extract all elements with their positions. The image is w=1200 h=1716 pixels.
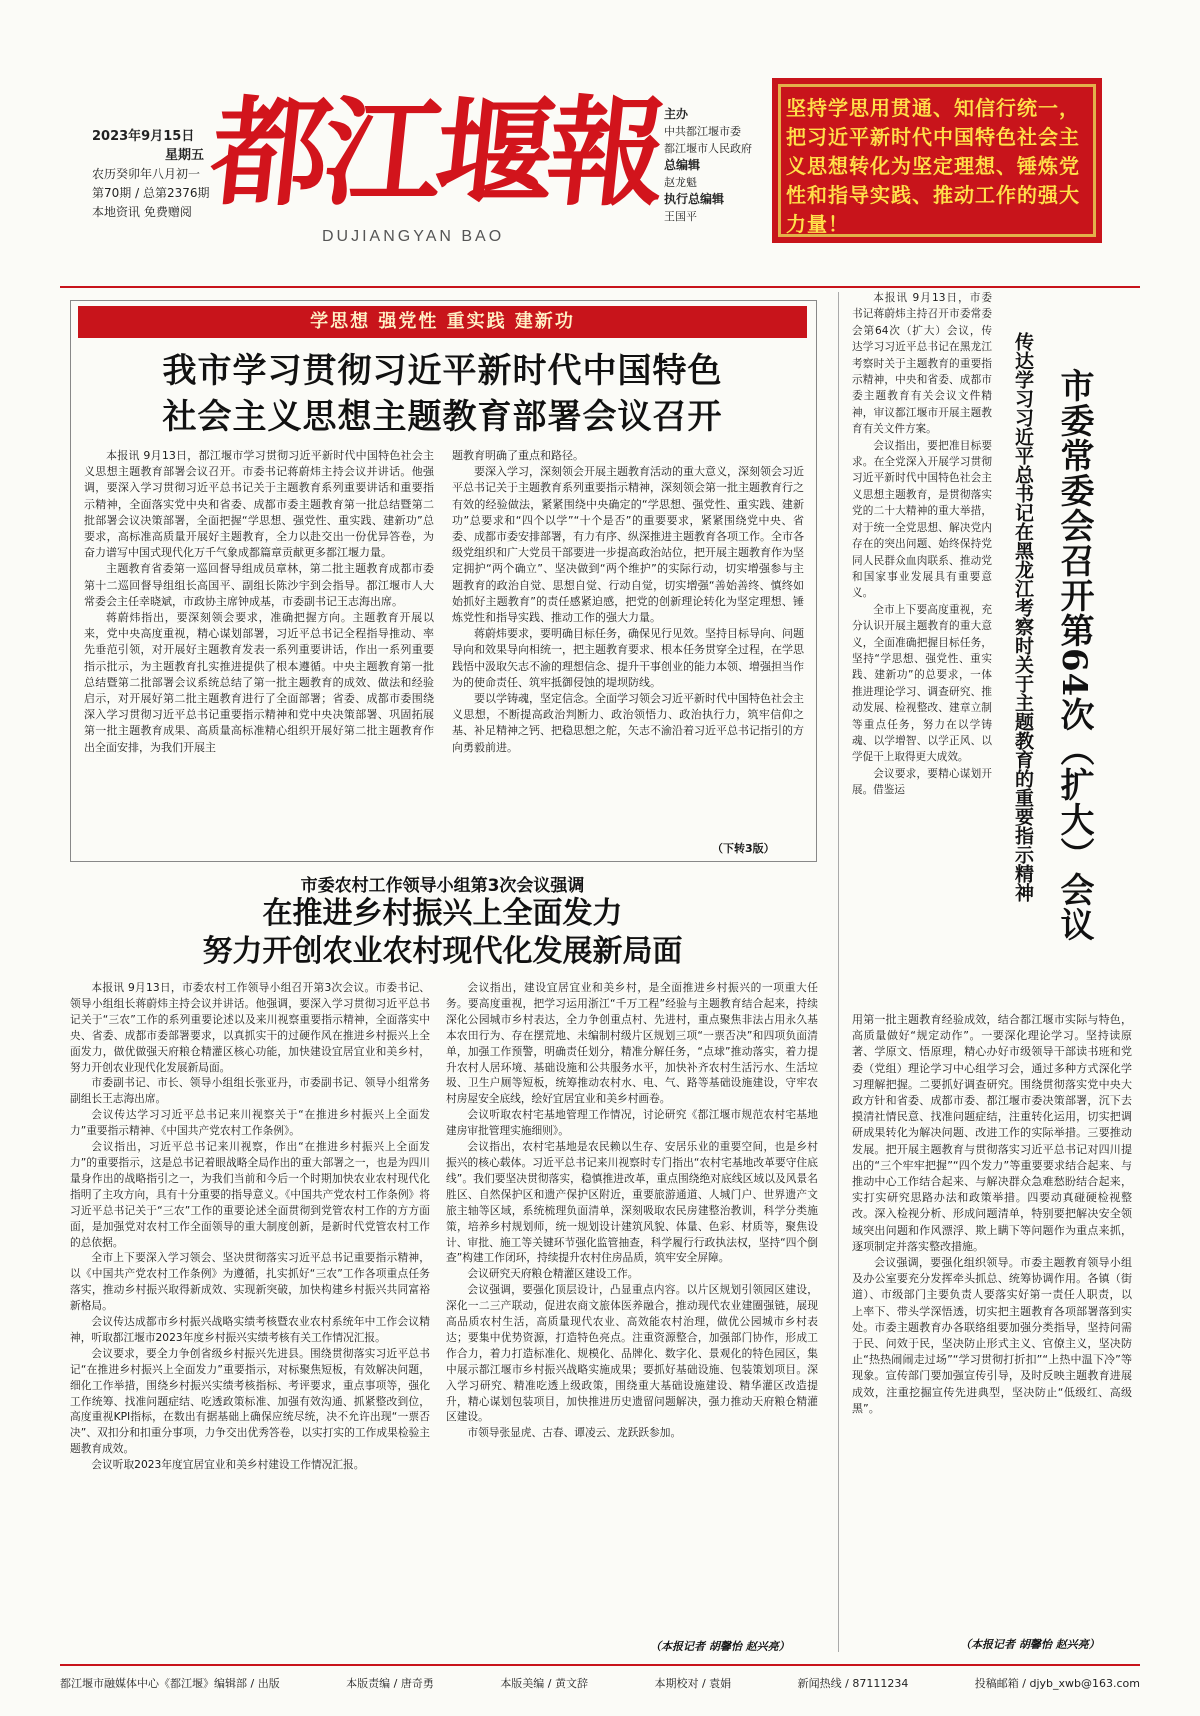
second-paragraph: 会议要求，要全力争创省级乡村振兴先进县。围绕贯彻落实习近平总书记“在推进乡村振兴上全面发力”重要指示，对标聚焦短板，有效解决问题，细化工作举措，围绕乡村振兴实绩考核指标、考评要求，重点事项等，强化工作统筹、找准问题症结、吃透政策标准、加强有效沟通、抓紧整改到位，高度重视KPI指标，在数出有据基础上确保应统尽统，决不允许出现“一票否决”、双扣分和扣重分事项，力争交出优秀答卷，以实打实的工作成果检验主题教育成效。 <box>70 1346 430 1456</box>
second-headline-line1: 在推进乡村振兴上全面发力 <box>262 896 623 931</box>
lead-kicker: 学思想 强党性 重实践 建新功 <box>78 306 807 338</box>
lead-headline-line2: 社会主义思想主题教育部署会议召开 <box>162 397 723 437</box>
header-rule <box>60 286 1140 288</box>
second-paragraph: 会议指出，建设宜居宜业和美乡村，是全面推进乡村振兴的一项重大任务。要高度重视，把学习运用浙江“千万工程”经验与主题教育结合起来，持续深化公园城市乡村表达，全力争创重点村、先进村，重点聚焦非法占用永久基本农田行为、存在摆荒地、未编制村级片区规划三项“一票否决”和四项负面清单，加强工作预警，明确责任划分，精准分解任务，“点球”推动落实，着力提升农村人居环境、基础设施和公共服务水平，加快补齐农村生活污水、生活垃圾、卫生户厕等短板，统筹推动农村水、电、气、路等基础设施建设，守牢农村房屋安全底线，绘好宜居宜业和美乡村画卷。 <box>446 981 818 1106</box>
exec-editor-label: 执行总编辑 <box>664 192 725 206</box>
second-paragraph: 会议指出，农村宅基地是农民赖以生存、安居乐业的重要空间，也是乡村振兴的核心载体。习近平总书记来川视察时专门指出“农村宅基地改革要守住底线”。我们要坚决贯彻落实，稳慎推进改革，重点围绕绝对底线区域以及风景名胜区、自然保护区和遗产保护区附近，重要旅游通道、人城门户、世界遗产文旅主轴等区域，系统梳理负面清单，深刻吸取农民房建整治教训，科学分类施策，培养乡村规划师，统一规划设计建筑风貌、体量、色彩、材质等，聚焦设计、审批、施工等关键环节强化监管抽查，科学履行行政执法权，坚持“四个倒查”构建工作闭环，持续提升农村住房品质，筑牢安全屏障。 <box>446 1140 818 1265</box>
second-headline-line2: 努力开创农业农村现代化发展新局面 <box>202 934 683 969</box>
lead-paragraph: 主题教育省委第一巡回督导组成员章林，第二批主题教育成都市委第十二巡回督导组组长高国平、副组长陈沙宇到会指导。都江堰市人大常委会主任幸晓斌，市政协主席钟成基，市委副书记王志海出席。 <box>84 562 434 608</box>
second-paragraph: 全市上下要深入学习领会、坚决贯彻落实习近平总书记重要指示精神，以《中国共产党农村工作条例》为遵循，扎实抓好“三农”工作各项重点任务落实，推动乡村振兴取得新成效、实现新突破，加快构建乡村振兴共同富裕新格局。 <box>70 1251 430 1313</box>
sponsor-label: 主办 <box>664 107 689 121</box>
sponsor-2: 都江堰市人民政府 <box>664 142 752 155</box>
lead-paragraph: 蒋蔚炜要求，要明确目标任务，确保见行见效。坚持目标导向、问题导向和效果导向相统一，把主题教育要求、根本任务贯穿全过程，在学思践悟中汲取矢志不渝的理想信念、提升干事创业的能力本领、增强担当作为的使命责任、筑牢抵御侵蚀的堤坝防线。 <box>452 627 804 689</box>
footer-hotline: 新闻热线 / 87111234 <box>797 1677 909 1690</box>
footer-publisher: 都江堰市融媒体中心《都江堰》编辑部 / 出版 <box>60 1677 280 1690</box>
second-headline <box>70 895 815 971</box>
second-kicker: 市委农村工作领导小组第3次会议强调 <box>300 876 585 896</box>
side-narrow-column <box>852 290 992 1010</box>
side-paragraph: 会议要求，要精心谋划开展。借鉴运 <box>852 767 992 797</box>
footer-editor: 本版责编 / 唐奇勇 <box>346 1677 434 1690</box>
second-column-1 <box>70 980 430 1652</box>
second-paragraph: 会议听取2023年度宜居宜业和美乡村建设工作情况汇报。 <box>91 1458 365 1472</box>
lead-paragraph: 蒋蔚炜指出，要深刻领会要求，准确把握方向。主题教育开展以来，党中央高度重视，精心谋划部署，习近平总书记全程指导推动、率先垂范引领，对开展好主题教育发表一系列重要讲话，作出一系列重要指示批示，为主题教育扎实推进提供了根本遵循。中央主题教育第一批总结暨第二批部署会议系统总结了第一批主题教育的成效、做法和经验启示，对开展好第二批主题教育进行了全面部署；省委、成都市委围绕深入学习贯彻习近平总书记重要指示精神和党中央决策部署、巩固拓展第一批主题教育成果、高质量高标准精心组织开展好第二批主题教育作出全面安排，为我们开展主 <box>84 611 434 754</box>
side-byline: （本报记者 胡馨怡 赵兴亮） <box>960 1638 1100 1651</box>
side-headline: 市委常委会召开第64次（扩大）会议 <box>1054 368 1094 943</box>
lead-headline <box>78 348 807 440</box>
masthead-pinyin: DUJIANGYAN BAO <box>322 228 505 245</box>
masthead <box>204 78 668 258</box>
side-wide-column <box>852 1012 1132 1632</box>
page-footer <box>60 1664 1140 1696</box>
weekday: 星期五 <box>164 148 204 163</box>
distribution-note: 本地资讯 免费赠阅 <box>92 205 192 219</box>
sponsor-1: 中共都江堰市委 <box>664 125 741 138</box>
chief-editor-label: 总编辑 <box>664 158 701 172</box>
second-byline: （本报记者 胡馨怡 赵兴亮） <box>650 1640 790 1653</box>
lead-column-2 <box>452 448 804 834</box>
second-paragraph: 会议传达成都市乡村振兴战略实绩考核暨农业农村系统年中工作会议精神，听取都江堰市2023年度乡村振兴实绩考核有关工作情况汇报。 <box>70 1315 430 1344</box>
issue-number: 第70期 / 总第2376期 <box>92 186 210 200</box>
lead-paragraph: 题教育明确了重点和路径。 <box>452 449 584 462</box>
second-column-2 <box>446 980 818 1636</box>
footer-designer: 本版美编 / 黄文辞 <box>500 1677 589 1690</box>
second-paragraph: 会议研究天府粮仓精灌区建设工作。 <box>467 1267 639 1281</box>
lunar-date: 农历癸卯年八月初一 <box>92 167 201 181</box>
second-paragraph: 市领导张显虎、古春、谭凌云、龙跃跃参加。 <box>467 1426 682 1440</box>
lead-column-1 <box>84 448 434 848</box>
slogan-box <box>772 78 1102 243</box>
lead-continued: （下转3版） <box>712 842 775 855</box>
column-divider <box>838 292 839 1652</box>
side-paragraph: 用第一批主题教育经验成效，结合都江堰市实际与特色，高质量做好“规定动作”。一要深化理论学习。坚持读原著、学原文、悟原理，精心办好市级领导干部读书班和党委（党组）理论学习中心组学习会，通过多种方式深化学习理解把握。二要抓好调查研究。围绕贯彻落实党中央大政方针和省委、成都市委、都江堰市委决策部署，沉下去摸清社情民意、找准问题症结，注重转化运用，切实把调研成果转化为解决问题、改进工作的实际举措。三要推动发展。把开展主题教育与贯彻落实习近平总书记对四川提出的“三个牢牢把握”“四个发力”等重要要求结合起来、与推动中心工作结合起来、与解决群众急难愁盼结合起来，实打实研究思路办法和政策举措。四要动真碰硬检视整改。深入检视分析、形成问题清单，特别要把解决安全领域突出问题和作风漂浮、欺上瞒下等问题作为重点来抓，逐项制定并落实整改措施。 <box>852 1013 1132 1253</box>
lead-headline-line1: 我市学习贯彻习近平新时代中国特色 <box>162 351 723 391</box>
side-paragraph: 全市上下要高度重视，充分认识开展主题教育的重大意义，全面准确把握目标任务，坚持“学思想、强党性、重实践、建新功”的总要求，一体推进理论学习、调查研究、推动发展、检视整改、建章立制等重点任务，努力在以学铸魂、以学增智、以学正风、以学促干上取得更大成效。 <box>852 603 992 764</box>
side-paragraph: 会议指出，要把准目标要求。在全党深入开展学习贯彻习近平新时代中国特色社会主义思想主题教育，是贯彻落实党的二十大精神的重大举措，对于统一全党思想、解决党内存在的突出问题、始终保持党同人民群众血肉联系、推动党和国家事业发展具有重要意义。 <box>852 439 992 600</box>
date: 2023年9月15日 <box>92 129 195 144</box>
second-paragraph: 会议强调，要强化顶层设计，凸显重点内容。以片区规划引领园区建设，深化一二三产联动，促进农商文旅体医养融合，推动现代农业建圈强链，展现高品质农村生活，高质量现代农业、高效能农村治理，做优公园城市乡村表达；要集中优势资源，打造特色亮点。注重资源整合，加强部门协作，形成工作合力，着力打造标准化、规模化、品牌化、数字化、景观化的特色园区，集中展示都江堰市乡村振兴战略实施成果；要抓好基础设施、包装策划项目。深入学习研究、精准吃透上级政策，围绕重大基础设施建设、精华灌区改造提升，精心谋划包装项目，加快推进历史遗留问题解决，强力推动天府粮仓精灌区建设。 <box>446 1283 818 1424</box>
second-paragraph: 本报讯 9月13日，市委农村工作领导小组召开第3次会议。市委书记、领导小组组长蒋蔚炜主持会议并讲话。他强调，要深入学习贯彻习近平总书记关于“三农”工作的系列重要论述以及来川视察重要指示精神，全面落实中央、省委、成都市委部署要求，以真抓实干的过硬作风在推进乡村振兴上全面发力，做优做强天府粮仓精灌区核心功能，加快建设宜居宜业和美乡村，努力开创农业现代化发展新局面。 <box>70 981 430 1074</box>
publisher-info <box>664 106 764 225</box>
lead-paragraph: 要以学铸魂，坚定信念。全面学习领会习近平新时代中国特色社会主义思想，不断提高政治判断力、政治领悟力、政治执行力，筑牢信仰之基、补足精神之钙、把稳思想之舵，矢志不渝沿着习近平总书记指引的方向勇毅前进。 <box>452 692 804 754</box>
second-paragraph: 会议传达学习习近平总书记来川视察关于“在推进乡村振兴上全面发力”重要指示精神、《中国共产党农村工作条例》。 <box>70 1108 430 1138</box>
side-subheadline: 传达学习习近平总书记在黑龙江考察时关于主题教育的重要指示精神 <box>1012 332 1034 902</box>
second-paragraph: 市委副书记、市长、领导小组组长张亚丹，市委副书记、领导小组常务副组长王志海出席。 <box>70 1076 430 1106</box>
second-paragraph: 会议听取农村宅基地管理工作情况，讨论研究《都江堰市规范农村宅基地建房审批管理实施细则》。 <box>446 1108 818 1138</box>
second-paragraph: 会议指出，习近平总书记来川视察，作出“在推进乡村振兴上全面发力”的重要指示，这是总书记着眼战略全局作出的重大部署之一，也是为四川量身作出的战略指引之一，为我们当前和今后一个时期加快农业农村现代化指明了主攻方向，具有十分重要的指导意义。《中国共产党农村工作条例》将习近平总书记关于“三农”工作的重要论述全面贯彻到党管农村工作的方方面面，是加强党对农村工作全面领导的重大制度创新，是新时代党管农村工作的总依据。 <box>70 1140 430 1249</box>
chief-editor: 赵龙魁 <box>664 176 697 189</box>
side-paragraph: 会议强调，要强化组织领导。市委主题教育领导小组及办公室要充分发挥牵头抓总、统筹协调作用。各镇（街道）、市级部门主要负责人要落实好第一责任人职责，以上率下、带头学深悟透，切实把主题教育各项部署落到实处。市委主题教育办各联络组要加强分类指导，坚持问需于民、问效于民，坚决防止形式主义、官僚主义，坚决防止“热热闹闹走过场”“学习贯彻打折扣”“上热中温下冷”等现象。宣传部门要加强宣传引导，及时反映主题教育进展成效，注重挖掘宣传先进典型，坚决防止“低级红、高级黑”。 <box>852 1256 1132 1415</box>
slogan-text: 坚持学思用贯通、知信行统一，把习近平新时代中国特色社会主义思想转化为坚定理想、锤炼党性和指导实践、推动工作的强大力量！ <box>786 96 1080 236</box>
lead-paragraph: 要深入学习，深刻领会开展主题教育活动的重大意义，深刻领会习近平总书记关于主题教育系列重要指示精神，深刻领会第一批主题教育行之有效的经验做法，紧紧围绕中央确定的“学思想、强党性、重实践、建新功”总要求和“四个以学”“十个是否”的重要要求，紧紧围绕党中央、省委、成都市委安排部署，有力有序、纵深推进主题教育各项工作。全市各级党组织和广大党员干部要进一步提高政治站位，把开展主题教育作为坚定拥护“两个确立”、坚决做到“两个维护”的实际行动，切实增强参与主题教育的政治自觉、思想自觉、行动自觉，切实增强“善始善终、慎终如始抓好主题教育”的责任感紧迫感，把党的创新理论转化为坚定理想、锤炼党性和指导实践、推动工作的强大力量。 <box>452 465 804 625</box>
side-paragraph: 本报讯 9月13日，市委书记蒋蔚炜主持召开市委常委会第64次（扩大）会议，传达学习习近平总书记在黑龙江考察时关于主题教育的重要指示精神，中央和省委、成都市委主题教育有关会议文件精神，审议都江堰市开展主题教育有关文件方案。 <box>852 292 992 436</box>
footer-proofreader: 本期校对 / 袁娟 <box>654 1677 732 1690</box>
footer-email[interactable]: 投稿邮箱 / djyb_xwb@163.com <box>974 1677 1140 1690</box>
lead-paragraph: 本报讯 9月13日，都江堰市学习贯彻习近平新时代中国特色社会主义思想主题教育部署会议召开。市委书记蒋蔚炜主持会议并讲话。他强调，要深入学习贯彻习近平总书记关于主题教育系列重要讲话和重要指示精神，全面落实党中央和省委、成都市委主题教育第一批总结暨第二批部署会议决策部署，全面把握“学思想、强党性、重实践、建新功”总要求，高标准高质量开展好主题教育，全力以赴交出一份优异答卷，为奋力谱写中国式现代化万千气象成都篇章贡献更多都江堰力量。 <box>84 449 434 560</box>
issue-info <box>92 127 212 222</box>
exec-editor: 王国平 <box>664 210 697 223</box>
masthead-title: 都江堰報 <box>204 83 668 222</box>
